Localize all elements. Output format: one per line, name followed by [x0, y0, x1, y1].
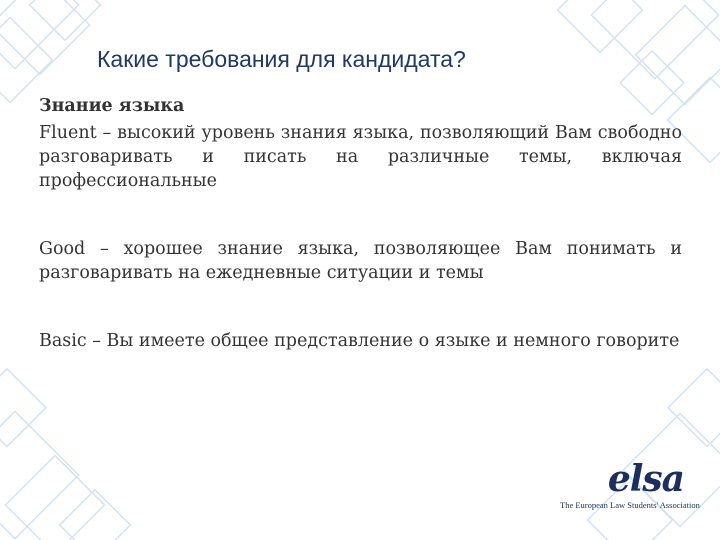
elsa-logo — [560, 458, 700, 514]
logo-tagline: The European Law Students' Association — [560, 500, 700, 510]
paragraph-good: Good – хорошее знание языка, позволяющее Вам понимать и разговаривать на ежедневные ситуации и темы — [39, 239, 682, 283]
slide-title: Какие требования для кандидата? — [97, 46, 466, 72]
paragraph-fluent: Fluent – высокий уровень знания языка, позволяющий Вам свободно разговаривать и писать на различные темы, включая профессиональные — [39, 123, 682, 191]
section-heading: Знание языка — [39, 96, 185, 116]
slide-content — [39, 94, 682, 397]
logo-wordmark: elsa — [607, 458, 684, 500]
paragraph-basic: Basic – Вы имеете общее представление о языке и немного говорите — [39, 331, 680, 351]
